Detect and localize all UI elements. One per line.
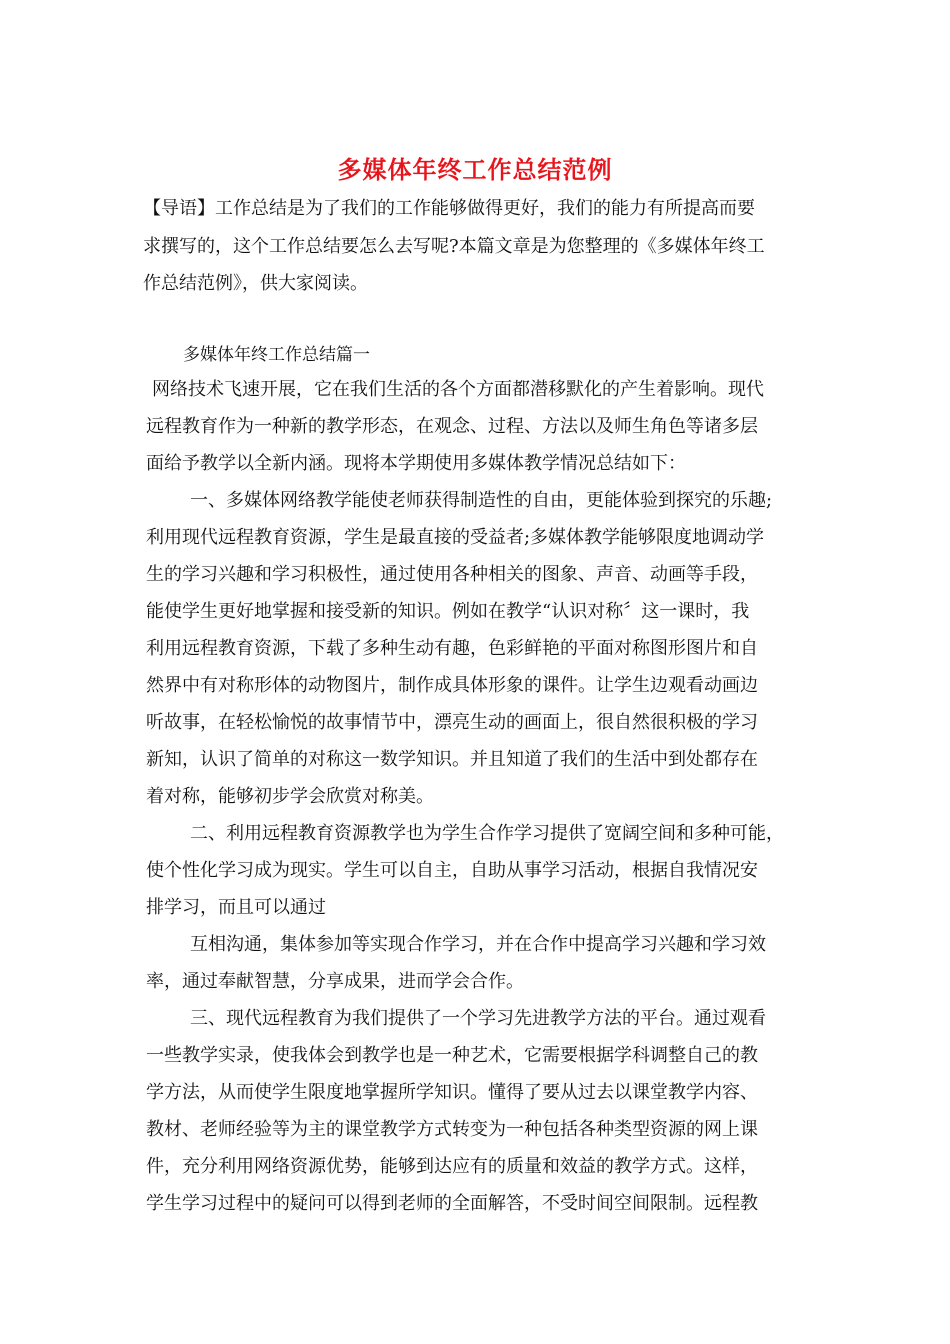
document-title: 多媒体年终工作总结范例 [337, 155, 613, 184]
body-line: 网络技术飞速开展，它在我们生活的各个方面都潜移默化的产生着影响。现代 [152, 379, 764, 400]
body-line: 排学习，而且可以通过 [146, 897, 326, 918]
body-line: 新知，认识了简单的对称这一数学知识。并且知道了我们的生活中到处都存在 [146, 749, 758, 770]
body-line: 然界中有对称形体的动物图片，制作成具体形象的课件。让学生边观看动画边 [146, 675, 758, 696]
body-line: 学方法，从而使学生限度地掌握所学知识。懂得了要从过去以课堂教学内容、 [146, 1082, 758, 1103]
intro-line: 求撰写的，这个工作总结要怎么去写呢?本篇文章是为您整理的《多媒体年终工 [143, 236, 765, 257]
body-line: 教材、老师经验等为主的课堂教学方式转变为一种包括各种类型资源的网上课 [146, 1119, 758, 1140]
body-line: 互相沟通，集体参加等实现合作学习，并在合作中提高学习兴趣和学习效 [190, 934, 766, 955]
body-line: 一些教学实录，使我体会到教学也是一种艺术，它需要根据学科调整自己的教 [146, 1045, 758, 1066]
body-line: 率，通过奉献智慧，分享成果，进而学会合作。 [146, 971, 524, 992]
body-line: 远程教育作为一种新的教学形态，在观念、过程、方法以及师生角色等诸多层 [146, 416, 758, 437]
body-line: 一、多媒体网络教学能使老师获得制造性的自由，更能体验到探究的乐趣; [190, 490, 773, 511]
body-line: 三、现代远程教育为我们提供了一个学习先进教学方法的平台。通过观看 [190, 1008, 766, 1029]
body-line: 利用现代远程教育资源，学生是最直接的受益者;多媒体教学能够限度地调动学 [146, 527, 765, 548]
body-line: 面给予教学以全新内涵。现将本学期使用多媒体教学情况总结如下： [146, 453, 686, 474]
intro-line: 【导语】工作总结是为了我们的工作能够做得更好，我们的能力有所提高而要 [143, 198, 755, 219]
body-line: 使个性化学习成为现实。学生可以自主，自助从事学习活动，根据自我情况安 [146, 860, 758, 881]
body-line: 学生学习过程中的疑问可以得到老师的全面解答，不受时间空间限制。远程教 [146, 1193, 758, 1214]
body-line: 件，充分利用网络资源优势，能够到达应有的质量和效益的教学方式。这样， [146, 1156, 758, 1177]
body-line: 着对称，能够初步学会欣赏对称美。 [146, 786, 434, 807]
body-line: 听故事，在轻松愉悦的故事情节中，漂亮生动的画面上，很自然很积极的学习 [146, 712, 758, 733]
intro-line: 作总结范例》，供大家阅读。 [143, 273, 368, 294]
body-line: 二、利用远程教育资源教学也为学生合作学习提供了宽阔空间和多种可能， [190, 823, 784, 844]
body-line: 利用远程教育资源，下载了多种生动有趣，色彩鲜艳的平面对称图形图片和自 [146, 638, 758, 659]
body-line: 能使学生更好地掌握和接受新的知识。例如在教学“认识对称〞这一课时，我 [146, 601, 750, 622]
body-line: 生的学习兴趣和学习积极性，通过使用各种相关的图象、声音、动画等手段， [146, 564, 758, 585]
section-heading: 多媒体年终工作总结篇一 [183, 345, 370, 365]
